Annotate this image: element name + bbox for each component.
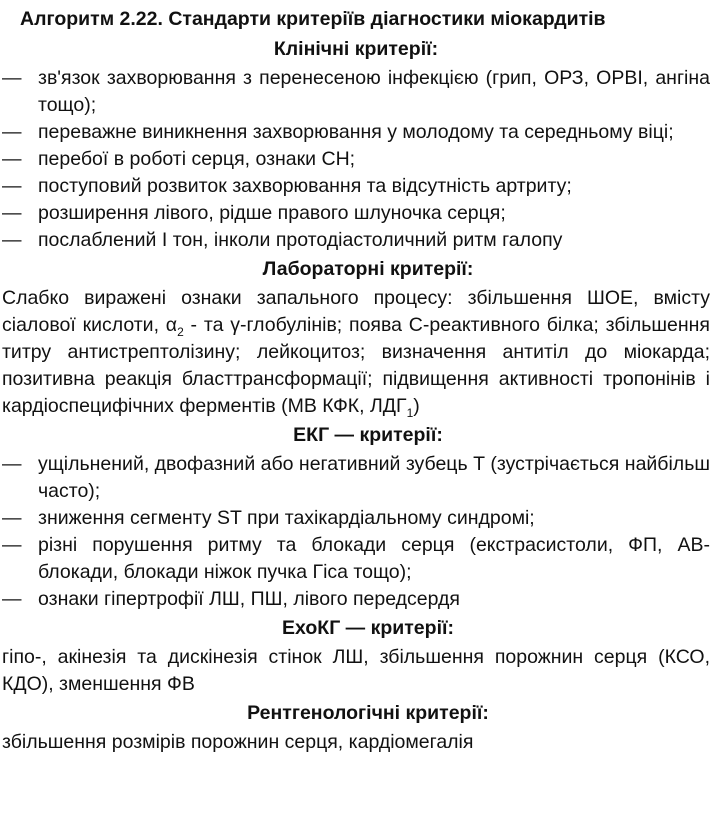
list-item: — різні порушення ритму та блокади серця (екстрасистоли, ФП, АВ-блокади, блокади ніжок пучка Гіса тощо); (2, 534, 710, 583)
xray-criteria-text: збільшення розмірів порожнин серця, кардіомегалія (2, 731, 474, 753)
ecg-criteria-list (2, 451, 710, 613)
dash-marker: — (2, 148, 22, 170)
dash-marker: — (2, 175, 22, 197)
list-item: — переважне виникнення захворювання у молодому та середньому віці; (2, 119, 710, 146)
list-item: — перебої в роботі серця, ознаки СН; (2, 146, 710, 173)
clinical-criteria-heading: Клінічні критерії: (273, 38, 439, 60)
dash-marker: — (2, 121, 22, 143)
lab-criteria-text: Слабко виражені ознаки запального процесу: збільшення ШОЕ, вмісту сіалової кислоти, $\alpha_2$ - та γ-глобулінів; поява С-реактивного білка; збільшення титру антистрептолізину; лейкоцитоз; визначення антитіл до міокарда; позитивна реакція бласттрансформації; підвищення активності тропонінів і кардіоспецифічних ферментів (МВ КФК, $ЛДГ_1$) (2, 287, 710, 420)
clinical-criteria-list (2, 65, 710, 254)
list-item: — розширення лівого, рідше правого шлуночка серця; (2, 200, 710, 227)
list-item: — ознаки гіпертрофії ЛШ, ПШ, лівого передсердя (2, 586, 710, 613)
list-item: — поступовий розвиток захворювання та відсутність артриту; (2, 173, 710, 200)
list-item: — зв'язок захворювання з перенесеною інфекцією (грип, ОРЗ, ОРВІ, ангіна тощо); (2, 67, 710, 116)
xray-criteria-heading: Рентгенологічні критерії: (247, 702, 489, 724)
algorithm-title: Алгоритм 2.22. Стандарти критеріїв діагностики міокардитів (20, 8, 606, 30)
dash-marker: — (2, 507, 22, 529)
lab-criteria-heading: Лабораторні критерії: (262, 258, 474, 280)
ecg-criteria-heading: ЕКГ — критерії: (293, 424, 443, 446)
list-item: — ущільнений, двофазний або негативний зубець Т (зустрічається найбільш часто); (2, 453, 710, 502)
dash-marker: — (2, 67, 22, 89)
dash-marker: — (2, 588, 22, 610)
echo-criteria-heading: ЕхоКГ — критерії: (282, 617, 454, 639)
list-item: — послаблений І тон, інколи протодіастоличний ритм галопу (2, 227, 710, 254)
dash-marker: — (2, 229, 22, 251)
list-item: — зниження сегменту ST при тахікардіальному синдромі; (2, 505, 710, 532)
echo-criteria-text: гіпо-, акінезія та дискінезія стінок ЛШ, збільшення порожнин серця (КСО, КДО), зменшення ФВ (2, 646, 710, 695)
dash-marker: — (2, 453, 22, 475)
dash-marker: — (2, 202, 22, 224)
dash-marker: — (2, 534, 22, 556)
